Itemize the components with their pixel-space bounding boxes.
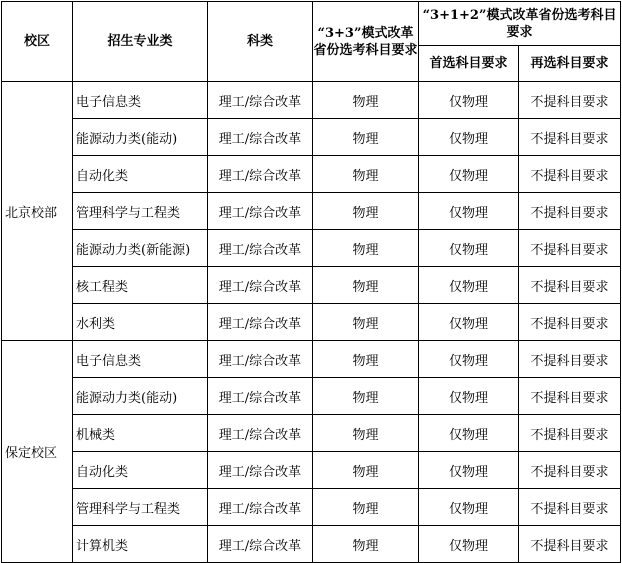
first-choice-cell: 仅物理 bbox=[419, 82, 519, 119]
major-cell: 电子信息类 bbox=[73, 341, 208, 378]
category-cell: 理工/综合改革 bbox=[208, 415, 313, 452]
subject-requirements-table bbox=[1, 1, 621, 563]
req33-cell: 物理 bbox=[313, 230, 419, 267]
first-choice-cell: 仅物理 bbox=[419, 267, 519, 304]
table-row bbox=[2, 193, 621, 230]
category-cell: 理工/综合改革 bbox=[208, 378, 313, 415]
table-row bbox=[2, 82, 621, 119]
second-choice-cell: 不提科目要求 bbox=[519, 526, 621, 563]
second-choice-cell: 不提科目要求 bbox=[519, 230, 621, 267]
req33-cell: 物理 bbox=[313, 452, 419, 489]
req33-cell: 物理 bbox=[313, 378, 419, 415]
first-choice-cell: 仅物理 bbox=[419, 378, 519, 415]
table-row bbox=[2, 452, 621, 489]
second-choice-cell: 不提科目要求 bbox=[519, 82, 621, 119]
major-cell: 能源动力类(能动) bbox=[73, 119, 208, 156]
table-row bbox=[2, 415, 621, 452]
category-cell: 理工/综合改革 bbox=[208, 156, 313, 193]
first-choice-cell: 仅物理 bbox=[419, 489, 519, 526]
req33-cell: 物理 bbox=[313, 267, 419, 304]
table-row bbox=[2, 341, 621, 378]
second-choice-cell: 不提科目要求 bbox=[519, 119, 621, 156]
req33-cell: 物理 bbox=[313, 82, 419, 119]
first-choice-cell: 仅物理 bbox=[419, 452, 519, 489]
header-second-choice: 再选科目要求 bbox=[519, 46, 621, 82]
req33-cell: 物理 bbox=[313, 489, 419, 526]
req33-cell: 物理 bbox=[313, 341, 419, 378]
table-row bbox=[2, 156, 621, 193]
first-choice-cell: 仅物理 bbox=[419, 415, 519, 452]
req33-cell: 物理 bbox=[313, 156, 419, 193]
major-cell: 能源动力类(能动) bbox=[73, 378, 208, 415]
table-row bbox=[2, 378, 621, 415]
major-cell: 水利类 bbox=[73, 304, 208, 341]
major-cell: 机械类 bbox=[73, 415, 208, 452]
major-cell: 核工程类 bbox=[73, 267, 208, 304]
first-choice-cell: 仅物理 bbox=[419, 119, 519, 156]
category-cell: 理工/综合改革 bbox=[208, 304, 313, 341]
second-choice-cell: 不提科目要求 bbox=[519, 378, 621, 415]
header-first-choice: 首选科目要求 bbox=[419, 46, 519, 82]
second-choice-cell: 不提科目要求 bbox=[519, 452, 621, 489]
req33-cell: 物理 bbox=[313, 415, 419, 452]
table-row bbox=[2, 489, 621, 526]
table-row bbox=[2, 119, 621, 156]
table-row bbox=[2, 304, 621, 341]
req33-cell: 物理 bbox=[313, 304, 419, 341]
first-choice-cell: 仅物理 bbox=[419, 230, 519, 267]
major-cell: 管理科学与工程类 bbox=[73, 193, 208, 230]
major-cell: 计算机类 bbox=[73, 526, 208, 563]
second-choice-cell: 不提科目要求 bbox=[519, 304, 621, 341]
second-choice-cell: 不提科目要求 bbox=[519, 341, 621, 378]
major-cell: 自动化类 bbox=[73, 156, 208, 193]
req33-cell: 物理 bbox=[313, 119, 419, 156]
category-cell: 理工/综合改革 bbox=[208, 452, 313, 489]
major-cell: 能源动力类(新能源) bbox=[73, 230, 208, 267]
category-cell: 理工/综合改革 bbox=[208, 119, 313, 156]
category-cell: 理工/综合改革 bbox=[208, 489, 313, 526]
header-3plus3-requirement: “3+3”模式改革省份选考科目要求 bbox=[313, 2, 419, 82]
second-choice-cell: 不提科目要求 bbox=[519, 193, 621, 230]
table-row bbox=[2, 230, 621, 267]
header-3plus1plus2-requirement: “3+1+2”模式改革省份选考科目要求 bbox=[419, 2, 621, 46]
first-choice-cell: 仅物理 bbox=[419, 156, 519, 193]
category-cell: 理工/综合改革 bbox=[208, 193, 313, 230]
category-cell: 理工/综合改革 bbox=[208, 82, 313, 119]
major-cell: 管理科学与工程类 bbox=[73, 489, 208, 526]
first-choice-cell: 仅物理 bbox=[419, 526, 519, 563]
campus-cell: 北京校部 bbox=[2, 82, 73, 341]
category-cell: 理工/综合改革 bbox=[208, 526, 313, 563]
major-cell: 自动化类 bbox=[73, 452, 208, 489]
header-category: 科类 bbox=[208, 2, 313, 82]
second-choice-cell: 不提科目要求 bbox=[519, 489, 621, 526]
category-cell: 理工/综合改革 bbox=[208, 267, 313, 304]
category-cell: 理工/综合改革 bbox=[208, 341, 313, 378]
req33-cell: 物理 bbox=[313, 526, 419, 563]
table-row bbox=[2, 267, 621, 304]
first-choice-cell: 仅物理 bbox=[419, 304, 519, 341]
header-campus: 校区 bbox=[2, 2, 73, 82]
major-cell: 电子信息类 bbox=[73, 82, 208, 119]
req33-cell: 物理 bbox=[313, 193, 419, 230]
first-choice-cell: 仅物理 bbox=[419, 193, 519, 230]
first-choice-cell: 仅物理 bbox=[419, 341, 519, 378]
campus-cell: 保定校区 bbox=[2, 341, 73, 563]
category-cell: 理工/综合改革 bbox=[208, 230, 313, 267]
header-major: 招生专业类 bbox=[73, 2, 208, 82]
second-choice-cell: 不提科目要求 bbox=[519, 415, 621, 452]
second-choice-cell: 不提科目要求 bbox=[519, 156, 621, 193]
second-choice-cell: 不提科目要求 bbox=[519, 267, 621, 304]
table-row bbox=[2, 526, 621, 563]
